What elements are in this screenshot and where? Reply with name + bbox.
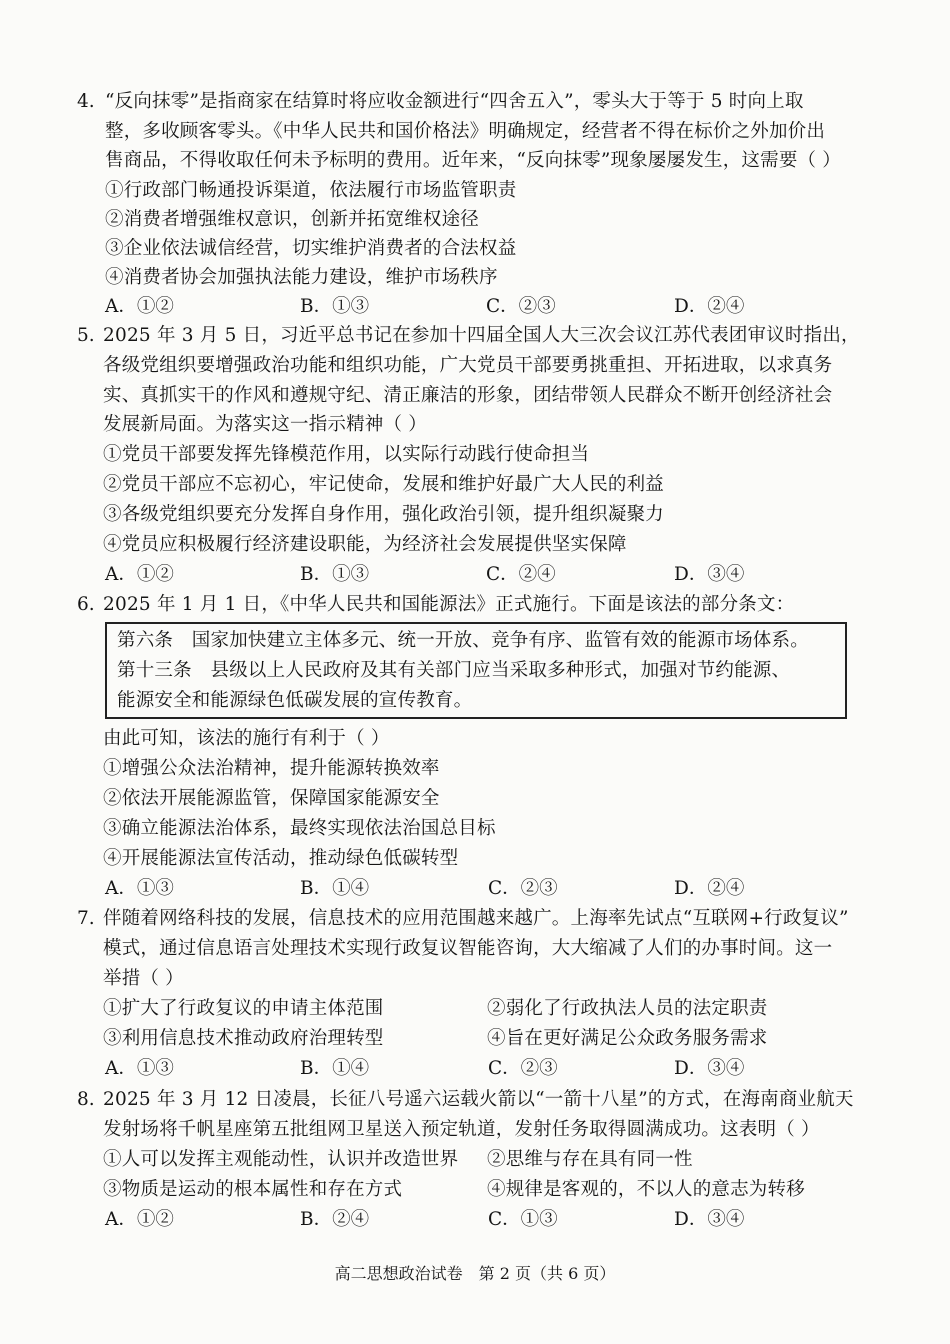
question-4-item: ②消费者增强维权意识，创新并拓宽维权途径	[105, 209, 480, 230]
question-8-option-c: C．①③	[488, 1209, 558, 1230]
question-4-stem-line: “反向抹零”是指商家在结算时将应收金额进行“四舍五入”，零头大于等于 5 时向上取	[105, 91, 804, 112]
question-5-item: ④党员应积极履行经济建设职能，为经济社会发展提供坚实保障	[103, 534, 627, 555]
question-6-option-a: A．①③	[105, 878, 174, 899]
question-7-item: ②弱化了行政执法人员的法定职责	[487, 998, 768, 1019]
law-excerpt-line: 第六条 国家加快建立主体多元、统一开放、竞争有序、监管有效的能源市场体系。	[117, 630, 809, 651]
question-6-stem-line: 2025 年 1 月 1 日，《中华人民共和国能源法》正式施行。下面是该法的部分条文：	[103, 594, 795, 615]
law-excerpt-line: 能源安全和能源绿色低碳发展的宣传教育。	[117, 690, 473, 711]
question-4-number: 4.	[77, 91, 95, 112]
question-4-option-c: C．②③	[486, 296, 556, 317]
question-7-option-b: B．①④	[300, 1058, 370, 1079]
question-6-option-c: C．②③	[488, 878, 558, 899]
question-8-item: ①人可以发挥主观能动性，认识并改造世界	[103, 1149, 459, 1170]
question-5-option-a: A．①②	[105, 564, 174, 585]
question-8-option-b: B．②④	[300, 1209, 370, 1230]
question-5-number: 5.	[77, 325, 95, 346]
question-5-stem-line: 实、真抓实干的作风和遵规守纪、清正廉洁的形象，团结带领人民群众不断开创经济社会	[103, 385, 833, 406]
question-7-item: ④旨在更好满足公众政务服务需求	[487, 1028, 768, 1049]
question-5-stem-line: 发展新局面。为落实这一指示精神（ ）	[103, 414, 427, 435]
question-7-number: 7.	[77, 908, 95, 929]
question-7-option-d: D．③④	[674, 1058, 745, 1079]
question-4-item: ③企业依法诚信经营，切实维护消费者的合法权益	[105, 238, 517, 259]
question-8-option-d: D．③④	[674, 1209, 745, 1230]
question-5-stem-line: 各级党组织要增强政治功能和组织功能，广大党员干部要勇挑重担、开拓进取，以求真务	[103, 355, 833, 376]
question-8-item: ②思维与存在具有同一性	[487, 1149, 693, 1170]
question-5-stem-line: 2025 年 3 月 5 日，习近平总书记在参加十四届全国人大三次会议江苏代表团审议时指出，	[103, 325, 860, 346]
question-7-stem-line: 伴随着网络科技的发展，信息技术的应用范围越来越广。上海率先试点“互联网+行政复议”	[103, 908, 849, 929]
question-5-item: ①党员干部要发挥先锋模范作用，以实际行动践行使命担当	[103, 444, 590, 465]
question-7-option-c: C．②③	[488, 1058, 558, 1079]
question-6-option-d: D．②④	[674, 878, 745, 899]
question-7-item: ③利用信息技术推动政府治理转型	[103, 1028, 384, 1049]
question-6-item: ③确立能源法治体系，最终实现依法治国总目标	[103, 818, 496, 839]
question-6-number: 6.	[77, 594, 95, 615]
question-4-item: ①行政部门畅通投诉渠道，依法履行市场监管职责	[105, 180, 517, 201]
question-4-option-d: D．②④	[674, 296, 745, 317]
question-6-item: ②依法开展能源监管，保障国家能源安全	[103, 788, 440, 809]
question-7-item: ①扩大了行政复议的申请主体范围	[103, 998, 384, 1019]
question-6-item: ①增强公众法治精神，提升能源转换效率	[103, 758, 440, 779]
question-6-option-b: B．①④	[300, 878, 370, 899]
question-6-prompt: 由此可知，该法的施行有利于（ ）	[103, 728, 390, 749]
question-8-stem-line: 2025 年 3 月 12 日凌晨，长征八号遥六运载火箭以“一箭十八星”的方式，在海南商业航天	[103, 1089, 854, 1110]
question-7-stem-line: 模式，通过信息语言处理技术实现行政复议智能咨询，大大缩减了人们的办事时间。这一	[103, 938, 833, 959]
question-8-option-a: A．①②	[105, 1209, 174, 1230]
question-4-option-a: A．①②	[105, 296, 174, 317]
question-8-number: 8.	[77, 1089, 95, 1110]
question-4-option-b: B．①③	[300, 296, 370, 317]
question-5-item: ③各级党组织要充分发挥自身作用，强化政治引领，提升组织凝聚力	[103, 504, 665, 525]
question-5-item: ②党员干部应不忘初心，牢记使命，发展和维护好最广大人民的利益	[103, 474, 665, 495]
question-5-option-b: B．①③	[300, 564, 370, 585]
question-8-item: ④规律是客观的，不以人的意志为转移	[487, 1179, 805, 1200]
question-7-option-a: A．①③	[105, 1058, 174, 1079]
question-6-item: ④开展能源法宣传活动，推动绿色低碳转型	[103, 848, 459, 869]
law-excerpt-line: 第十三条 县级以上人民政府及其有关部门应当采取多种形式，加强对节约能源、	[117, 660, 791, 681]
question-4-item: ④消费者协会加强执法能力建设，维护市场秩序	[105, 267, 498, 288]
question-4-stem-line: 整，多收顾客零头。《中华人民共和国价格法》明确规定，经营者不得在标价之外加价出	[105, 121, 826, 142]
question-4-stem-line: 售商品，不得收取任何未予标明的费用。近年来，“反向抹零”现象屡屡发生，这需要（ ）	[105, 150, 841, 171]
question-8-stem-line: 发射场将千帆星座第五批组网卫星送入预定轨道，发射任务取得圆满成功。这表明（ ）	[103, 1119, 820, 1140]
question-5-option-c: C．②④	[486, 564, 556, 585]
question-7-stem-line: 举措（ ）	[103, 968, 184, 989]
page-footer: 高二思想政治试卷 第 2 页（共 6 页）	[334, 1264, 616, 1283]
question-8-item: ③物质是运动的根本属性和存在方式	[103, 1179, 403, 1200]
question-5-option-d: D．③④	[674, 564, 745, 585]
